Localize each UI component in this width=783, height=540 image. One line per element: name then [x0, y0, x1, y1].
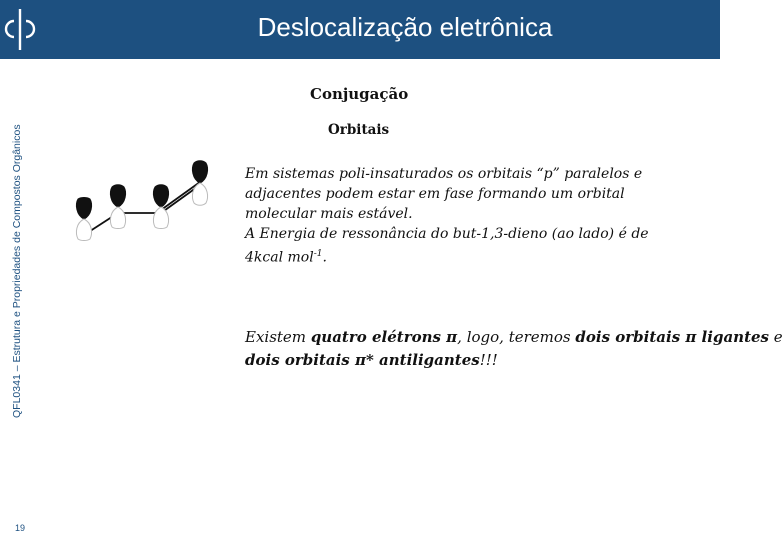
- slide-title: Deslocalização eletrônica: [257, 12, 553, 42]
- emphasis-bonding-orbitals: dois orbitais π ligantes: [575, 328, 769, 346]
- text-run: e: [768, 328, 783, 346]
- emphasis-four-electrons: quatro elétrons π: [310, 328, 458, 346]
- course-side-label: QFL0341 – Estrutura e Propriedades de Compostos Orgânicos: [11, 124, 23, 418]
- emphasis-antibonding-orbitals: dois orbitais π* antiligantes: [245, 351, 480, 369]
- energy-value: 4kcal mol: [245, 249, 314, 266]
- p-orbital-c4: [192, 161, 207, 206]
- orbital-description-paragraph: [245, 164, 675, 268]
- paragraph-line: [245, 349, 685, 372]
- butadiene-p-orbitals-diagram: [68, 155, 218, 245]
- text-run: , logo, teremos: [457, 328, 576, 346]
- unit-exponent: -1: [313, 249, 323, 259]
- p-orbital-lobe-upper: [110, 185, 125, 207]
- p-orbital-lobe-upper: [76, 198, 91, 220]
- text-run: !!!: [479, 351, 498, 369]
- paragraph-line: adjacentes podem estar em fase formando um orbital: [245, 186, 625, 202]
- text-run: Existem: [245, 328, 311, 346]
- p-orbital-c2: [110, 185, 125, 229]
- p-orbital-lobe-lower: [110, 207, 125, 229]
- p-orbital-lobe-upper: [153, 185, 168, 207]
- electrons-statement-paragraph: [245, 326, 783, 372]
- p-orbital-lobe-lower: [76, 219, 91, 241]
- p-orbital-c1: [76, 198, 91, 241]
- header-bar: [0, 0, 720, 59]
- paragraph-line: [245, 326, 783, 349]
- page-number: 19: [14, 523, 25, 533]
- section-heading: Conjugação: [310, 85, 409, 103]
- paragraph-line: molecular mais estável.: [245, 206, 413, 222]
- paragraph-line: [245, 244, 675, 268]
- p-orbital-lobe-upper: [192, 161, 207, 183]
- sentence-end: .: [322, 249, 327, 266]
- paragraph-line: A Energia de ressonância do but-1,3-dieno (ao lado) é de: [245, 226, 649, 242]
- subsection-heading: Orbitais: [328, 122, 390, 138]
- paragraph-line: Em sistemas poli-insaturados os orbitais “p” paralelos e: [245, 166, 643, 182]
